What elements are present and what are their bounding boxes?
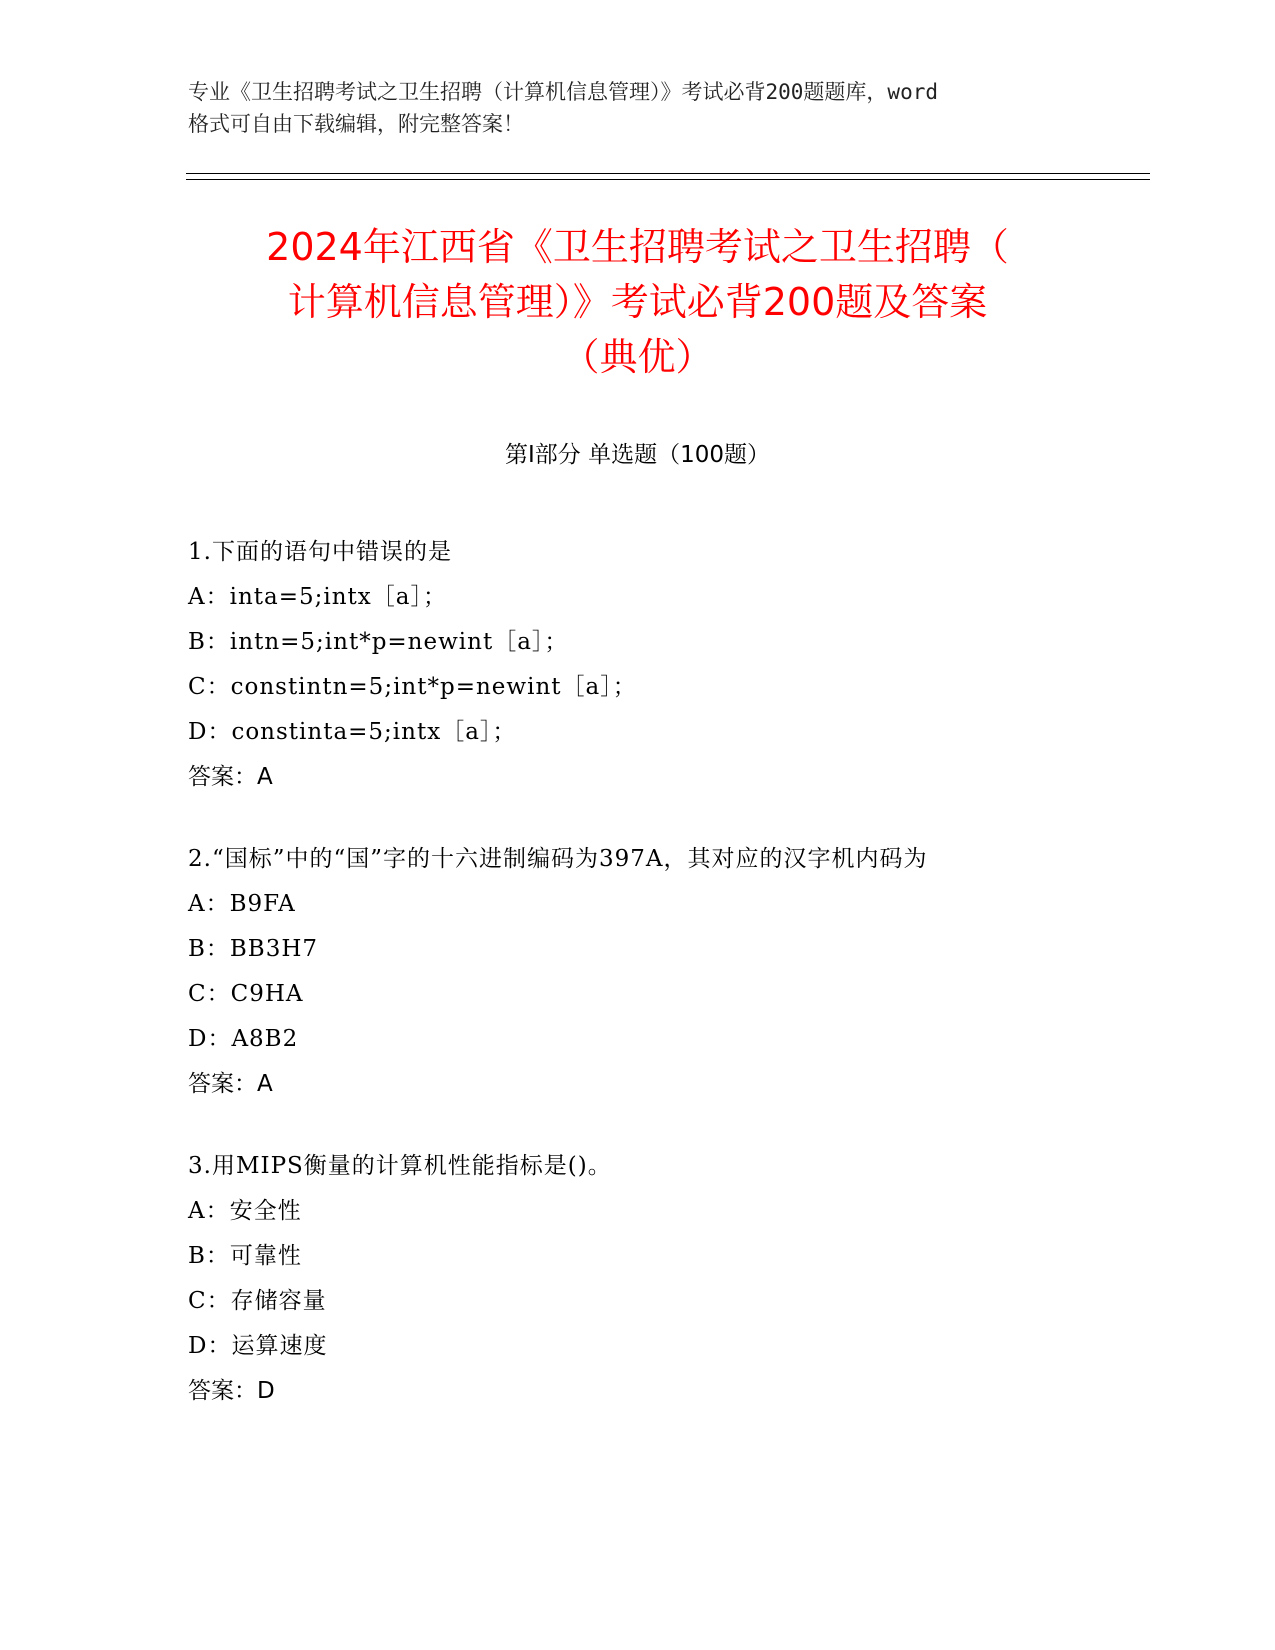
- document-header: [188, 76, 1088, 140]
- option-d: D：constinta=5;intx［a］；: [188, 719, 517, 745]
- title-line-2: 计算机信息管理）》考试必背200题及答案: [287, 280, 988, 324]
- option-c: C：constintn=5;int*p=newint［a］；: [188, 674, 637, 700]
- question-text: 3.用MIPS衡量的计算机性能指标是()。: [188, 1153, 612, 1179]
- option-b: B：intn=5;int*p=newint［a］；: [188, 629, 569, 655]
- header-line-1: 专业《卫生招聘考试之卫生招聘（计算机信息管理）》考试必背200题题库，word: [188, 80, 938, 104]
- header-divider-bottom: [186, 179, 1150, 180]
- option-a: A：安全性: [188, 1198, 302, 1224]
- option-b: B：BB3H7: [188, 936, 319, 962]
- header-line-2: 格式可自由下载编辑，附完整答案！: [188, 112, 524, 136]
- answer: 答案：D: [188, 1378, 275, 1404]
- question-1: [188, 530, 1088, 800]
- answer: 答案：A: [188, 1071, 273, 1097]
- section-title: 第Ⅰ部分 单选题（100题）: [505, 442, 770, 468]
- question-text: 2.“国标”中的“国”字的十六进制编码为397A，其对应的汉字机内码为: [188, 846, 928, 872]
- question-list: [188, 530, 1088, 1451]
- header-divider-top: [186, 173, 1150, 174]
- option-c: C：存储容量: [188, 1288, 327, 1314]
- document-title: [170, 220, 1105, 385]
- option-c: C：C9HA: [188, 981, 304, 1007]
- option-a: A：B9FA: [188, 891, 296, 917]
- question-3: [188, 1144, 1088, 1414]
- question-text: 1.下面的语句中错误的是: [188, 539, 452, 565]
- title-line-1: 2024年江西省《卫生招聘考试之卫生招聘（: [266, 225, 1009, 269]
- answer: 答案：A: [188, 764, 273, 790]
- option-b: B：可靠性: [188, 1243, 302, 1269]
- option-a: A：inta=5;intx［a］；: [188, 584, 447, 610]
- question-2: [188, 837, 1088, 1107]
- option-d: D：A8B2: [188, 1026, 299, 1052]
- title-line-3: （典优）: [561, 335, 714, 379]
- option-d: D：运算速度: [188, 1333, 328, 1359]
